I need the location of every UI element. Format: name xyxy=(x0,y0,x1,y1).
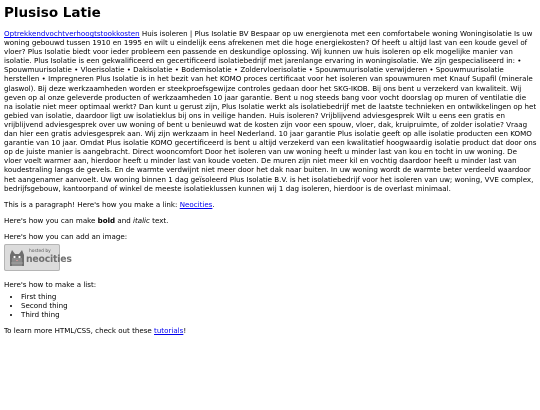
page-title: Plusiso Latie xyxy=(4,5,101,21)
bold-suffix: text. xyxy=(149,215,169,225)
tutorials-link[interactable]: tutorials xyxy=(154,326,184,336)
link-paragraph-prefix: This is a paragraph! Here's how you make a link: xyxy=(4,199,180,209)
link-paragraph-suffix: . xyxy=(212,199,215,209)
bold-word: bold xyxy=(97,215,116,225)
neocities-cat-icon xyxy=(8,248,26,268)
link-paragraph xyxy=(4,200,537,209)
learn-prefix: To learn more HTML/CSS, check out these xyxy=(4,326,155,336)
intro-link[interactable]: Optrekkendvochtverhoogtstookkosten xyxy=(4,29,140,38)
example-list xyxy=(4,292,537,319)
italic-word: italic xyxy=(132,215,150,225)
bold-prefix: Here's how you can make xyxy=(4,215,98,225)
learn-more-paragraph xyxy=(4,326,537,335)
neocities-badge-wrap xyxy=(4,244,537,273)
neocities-link[interactable]: Neocities xyxy=(179,199,213,209)
page xyxy=(0,5,540,336)
list-item: • First thing xyxy=(21,292,537,301)
badge-hosted-text: hosted by xyxy=(29,248,51,254)
list-item: • Third thing xyxy=(21,310,537,319)
learn-suffix: ! xyxy=(183,326,187,336)
list-intro: Here's how to make a list: xyxy=(4,280,97,290)
neocities-badge xyxy=(4,244,72,271)
bold-italic-paragraph xyxy=(4,216,537,225)
list-item: • Second thing xyxy=(21,301,537,310)
intro-text: Huis isoleren | Plus Isolatie BV Bespaar op uw energienota met een comfortabele woning Woningisolatie Is uw woning gebouwd tussen 1910 en 1995 en wilt u eindelijk eens afrekenen met die hoge energiekosten? Of heeft u altijd last van een koude gevel of vloer? Plus Isolatie biedt voor ieder probleem een passende en deskundige oplossing. Wij kunnen uw huis isoleren op elk mogelijke manier van isolatie. Plus Isolatie is een gekwalificeerd en gecertificeerd isolatiebedrijf met jarenlange ervaring in woningisolatie. We zijn gespecialiseerd in: • Spouwmuurisolatie • Vloerisolatie • Dakisolatie • Bodemisolatie • Zoldervloerisolatie • Spouwmuurisolatie verwijderen • Spouwmuurisolatie herstellen • Impregneren Plus Isolatie is in het bezit van het KOMO proces certificaat voor het isoleren van spouwmuren met Knauf Supafil (minerale glaswol). Bij deze werkzaamheden worden er steekproefsgewijze controles gedaan door het SKG-IKOB. Bij ons bent u verzekerd van kwaliteit. Wij geven op al onze geleverde producten of werkzaamheden 10 jaar garantie. Bent u nog steeds bang voor vocht doorslag op muren of ventilatie die na isolatie niet meer optimaal werkt? Dan kunt u gerust zijn, Plus Isolatie werkt als isolatiebedrijf met de laatste technieken en ontwikkelingen op het gebied van isolatie, daardoor ligt uw isolatieklus bij ons in veilige handen. Huis isoleren? Vrijblijvend adviesgesprek Wilt u eens een gratis en vrijblijvend adviesgesprek over uw woning of bent u benieuwd wat de kosten zijn voor een spouw, vloer, dak, kruipruimte, of zolder isolatie? Vraag dan hier een gratis adviesgesprek aan. Wij zijn werkzaam in heel Nederland. 10 jaar garantie Plus isolatie geeft op alle isolatie producten een KOMO garantie van 10 jaar. Omdat Plus isolatie KOMO gecertificeerd is bent u altijd verzekerd van een kwalitatief hoogwaardig isolatie product dat door ons op de juiste manier is aangebracht. Direct wooncomfort Door het isoleren van uw woning heeft u minder last van kou en tocht in uw woning. De vloer voelt warmer aan, hierdoor heeft u minder last van koude voeten. De muren zijn niet meer kil en vochtig daardoor heeft u minder last van koudestraling langs de gevels. En de warmte verdwijnt niet meer door het dak naar buiten. In uw woning wordt de warmte beter verdeeld waardoor het aangenamer aanvoelt. Uw woning binnen 1 dag geïsoleerd Plus Isolatie B.V. is het isolatiebedrijf voor het isoleren van uw; woning, VVE complex, bedrijfsgebouw, kantoorpand of winkel de meeste isolatieklussen kunnen wij 1 dag isoleren, hierdoor is de overlast minimaal. xyxy=(4,29,537,193)
bold-middle: and xyxy=(115,215,133,225)
intro-paragraph xyxy=(4,29,537,193)
image-paragraph: Here's how you can add an image: xyxy=(4,231,128,241)
badge-brand-text: neocities xyxy=(26,253,72,265)
